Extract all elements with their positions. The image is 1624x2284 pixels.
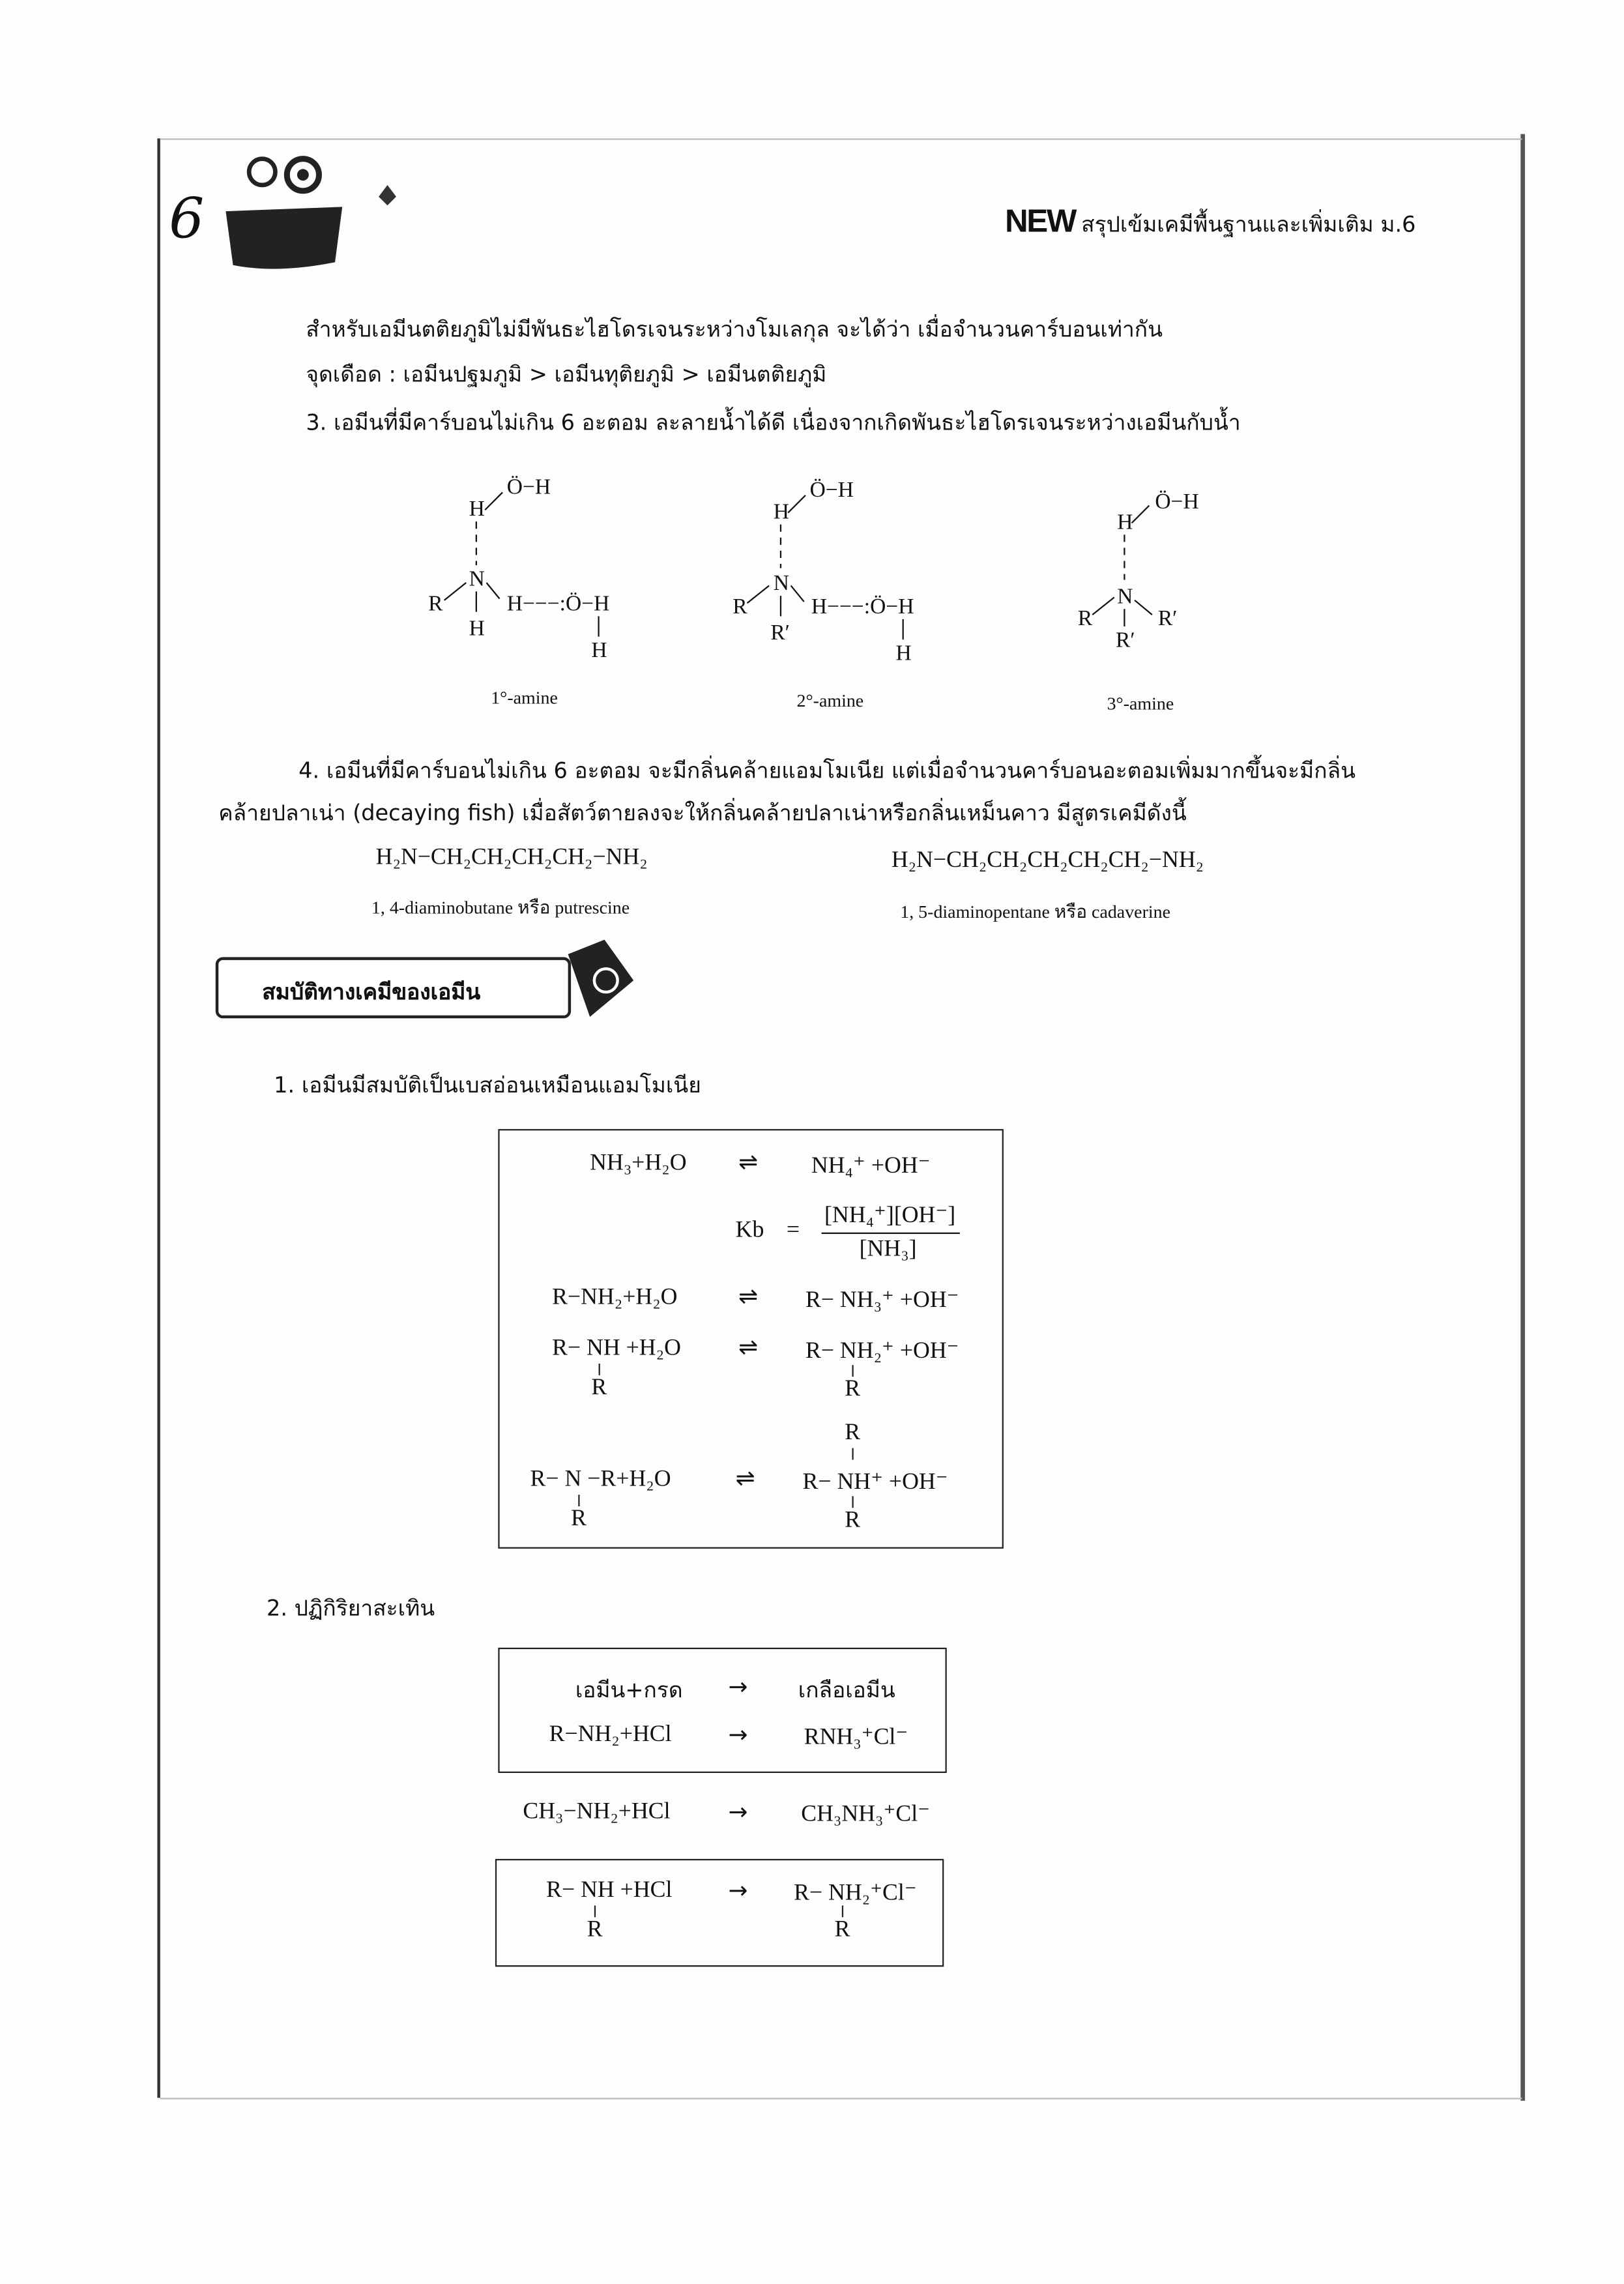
- structure-label: 1°-amine: [491, 688, 558, 709]
- kb-symbol: Kb: [735, 1218, 764, 1243]
- structure-secondary-amine: [732, 478, 914, 711]
- point-4-line-1: 4. เอมีนที่มีคาร์บอนไม่เกิน 6 อะตอม จะมีกลิ่นคล้ายแอมโมเนีย แต่เมื่อจำนวนคาร์บอนอะตอมเพิ่มมากขึ้นจะมีกลิ่น: [298, 757, 1356, 784]
- putrescine-formula: H₂N−CH₂CH₂CH₂CH₂−NH₂: [375, 845, 648, 870]
- atom-r: R: [1077, 606, 1093, 630]
- general-equation-arrow: →: [728, 1720, 748, 1748]
- kb-fraction-bar: [822, 1233, 960, 1234]
- neutralization-box: [498, 1648, 946, 1773]
- word-equation-right: เกลือเอมีน: [798, 1676, 895, 1703]
- eq3-left-branch: R: [591, 1375, 607, 1400]
- eq2-right: R− NH₃⁺ +OH⁻: [805, 1287, 959, 1313]
- example-equation-right: CH₃NH₃⁺Cl⁻: [801, 1802, 931, 1827]
- water-h: H: [895, 641, 912, 666]
- point-3: 3. เอมีนที่มีคาร์บอนไม่เกิน 6 อะตอม ละลายน้ำได้ดี เนื่องจากเกิดพันธะไฮโดรเจนระหว่างเอมีนกับน้ำ: [306, 409, 1241, 436]
- secondary-amine-box: [495, 1859, 944, 1967]
- kb-numerator: [NH₄⁺][OH⁻]: [824, 1203, 956, 1229]
- example-equation-left: CH₃−NH₂+HCl: [523, 1799, 671, 1824]
- section-title: สมบัติทางเคมีของเอมีน: [262, 978, 481, 1006]
- eq1-arrow: ⇌: [738, 1148, 759, 1176]
- eq2-left: R−NH₂+H₂O: [552, 1285, 678, 1310]
- atom-h: H: [469, 497, 485, 521]
- atom-n: N: [469, 566, 485, 591]
- bond-line: [852, 1496, 853, 1508]
- bond-line: [594, 1905, 596, 1917]
- atom-r-prime-bottom: R′: [1116, 628, 1135, 652]
- eq1-right: NH₄⁺ +OH⁻: [811, 1154, 931, 1179]
- atom-h: H: [773, 499, 790, 524]
- eq4-left-branch: R: [571, 1506, 587, 1531]
- secondary-equation-left: R− NH +HCl: [546, 1877, 673, 1903]
- atom-n: N: [1117, 584, 1133, 609]
- atom-oh: Ö−H: [809, 478, 854, 503]
- atom-r-prime-right: R′: [1157, 606, 1178, 630]
- bond-line: [852, 1448, 853, 1460]
- cadaverine-formula: H₂N−CH₂CH₂CH₂CH₂CH₂−NH₂: [891, 847, 1204, 873]
- kb-equals: =: [786, 1218, 800, 1243]
- book-title: สรุปเข้มเคมีพื้นฐานและเพิ่มเติม ม.6: [1081, 211, 1416, 238]
- water-chain: H−−−:Ö−H: [506, 591, 610, 616]
- structure-tertiary-amine: [1078, 490, 1199, 714]
- structure-label: 3°-amine: [1107, 694, 1174, 714]
- property-1-heading: 1. เอมีนมีสมบัติเป็นเบสอ่อนเหมือนแอมโมเนีย: [274, 1072, 701, 1099]
- structure-label: 2°-amine: [796, 690, 864, 711]
- general-equation-right: RNH₃⁺Cl⁻: [804, 1725, 908, 1750]
- eq4-right-top-branch: R: [845, 1420, 861, 1446]
- atom-r: R: [428, 591, 443, 616]
- atom-oh: Ö−H: [506, 475, 551, 499]
- eq2-arrow: ⇌: [738, 1281, 759, 1310]
- word-equation-left: เอมีน+กรด: [575, 1676, 683, 1703]
- atom-n: N: [773, 571, 790, 596]
- eq1-left: NH₃+H₂O: [590, 1150, 687, 1176]
- atom-r: R: [732, 594, 747, 619]
- eq3-arrow: ⇌: [738, 1333, 759, 1361]
- page-number: 6: [169, 186, 205, 251]
- eq3-left: R− NH +H₂O: [552, 1336, 681, 1361]
- eq3-right: R− NH₂⁺ +OH⁻: [805, 1338, 959, 1364]
- water-chain: H−−−:Ö−H: [811, 594, 914, 619]
- intro-line-2: จุดเดือด : เอมีนปฐมภูมิ > เอมีนทุติยภูมิ > เอมีนตติยภูมิ: [306, 361, 827, 388]
- general-equation-left: R−NH₂+HCl: [549, 1721, 672, 1747]
- secondary-equation-arrow: →: [728, 1876, 748, 1905]
- atom-r-prime: R′: [770, 621, 790, 645]
- water-h: H: [591, 637, 607, 662]
- bond-line: [852, 1365, 853, 1377]
- putrescine-name: 1, 4-diaminobutane หรือ putrescine: [371, 897, 630, 918]
- eq4-right-branch: R: [845, 1508, 861, 1533]
- eq3-right-branch: R: [845, 1377, 861, 1402]
- atom-oh: Ö−H: [1155, 490, 1199, 514]
- atom-h: H: [1117, 510, 1133, 534]
- cadaverine-name: 1, 5-diaminopentane หรือ cadaverine: [900, 901, 1171, 922]
- secondary-equation-right-branch: R: [834, 1917, 850, 1942]
- secondary-equation-right: R− NH₂⁺Cl⁻: [794, 1881, 917, 1906]
- point-4-line-2: คล้ายปลาเน่า (decaying fish) เมื่อสัตว์ตายลงจะให้กลิ่นคล้ายปลาเน่าหรือกลิ่นเหม็นคาว มีสูตรเคมีดังนี้: [218, 800, 1187, 827]
- word-equation-arrow: →: [728, 1672, 748, 1701]
- section-banner: [216, 957, 571, 1018]
- example-equation-arrow: →: [728, 1797, 748, 1826]
- bond-line: [842, 1905, 843, 1917]
- kb-denominator: [NH₃]: [859, 1237, 917, 1262]
- eq4-arrow: ⇌: [735, 1464, 755, 1492]
- bond-line: [599, 1364, 600, 1375]
- atom-h-bottom: H: [469, 616, 485, 641]
- book-icon: [553, 937, 641, 1024]
- bond-line: [578, 1495, 579, 1506]
- intro-line-1: สำหรับเอมีนตติยภูมิไม่มีพันธะไฮโดรเจนระหว่างโมเลกุล จะได้ว่า เมื่อจำนวนคาร์บอนเท่ากัน: [306, 315, 1163, 343]
- secondary-equation-left-branch: R: [587, 1917, 603, 1942]
- eq4-right: R− NH⁺ +OH⁻: [802, 1470, 948, 1495]
- property-2-heading: 2. ปฏิกิริยาสะเทิน: [267, 1595, 435, 1622]
- eq4-left: R− N −R+H₂O: [530, 1467, 671, 1492]
- brand-new: NEW: [1005, 202, 1076, 239]
